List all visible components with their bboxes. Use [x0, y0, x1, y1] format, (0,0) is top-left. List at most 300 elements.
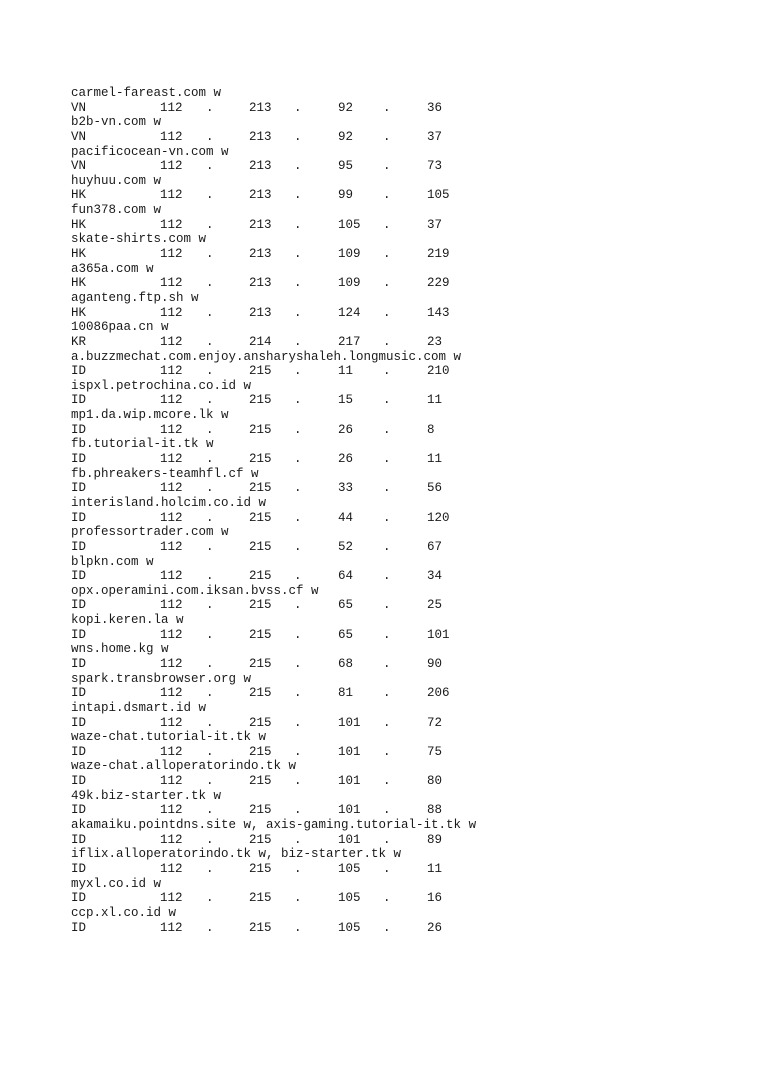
ip-dot: . — [294, 656, 302, 671]
list-item — [71, 642, 761, 671]
ip-octet-3: 101 — [338, 832, 361, 847]
ip-dot: . — [294, 803, 302, 818]
ip-dot: . — [206, 217, 214, 232]
ip-dot: . — [206, 305, 214, 320]
ip-dot: . — [294, 188, 302, 203]
ip-dot: . — [383, 627, 391, 642]
country-code: ID — [71, 539, 87, 554]
ip-octet-3: 101 — [338, 803, 361, 818]
ip-dot: . — [206, 715, 214, 730]
ip-octet-3: 92 — [338, 100, 354, 115]
ip-octet-1: 112 — [160, 598, 183, 613]
ip-dot: . — [383, 334, 391, 349]
ip-octet-3: 105 — [338, 217, 361, 232]
list-item — [71, 584, 761, 613]
domain-name: skate-shirts.com w — [71, 232, 207, 247]
ip-dot: . — [383, 247, 391, 262]
ip-address-row — [71, 745, 761, 760]
country-code: ID — [71, 715, 87, 730]
ip-dot: . — [206, 481, 214, 496]
ip-dot: . — [383, 803, 391, 818]
ip-dot: . — [383, 188, 391, 203]
ip-dot: . — [383, 422, 391, 437]
ip-address-row — [71, 364, 761, 379]
country-code: ID — [71, 598, 87, 613]
country-code: ID — [71, 510, 87, 525]
list-item — [71, 291, 761, 320]
ip-octet-2: 215 — [249, 832, 272, 847]
ip-dot: . — [383, 159, 391, 174]
country-code: ID — [71, 393, 87, 408]
ip-dot: . — [206, 276, 214, 291]
ip-octet-2: 213 — [249, 247, 272, 262]
ip-address-row — [71, 862, 761, 877]
domain-name: a365a.com w — [71, 261, 154, 276]
country-code: HK — [71, 276, 87, 291]
country-code: VN — [71, 100, 87, 115]
domain-name: huyhuu.com w — [71, 173, 162, 188]
domain-name: waze-chat.tutorial-it.tk w — [71, 730, 267, 745]
ip-dot: . — [206, 247, 214, 262]
ip-dot: . — [206, 334, 214, 349]
list-item — [71, 789, 761, 818]
ip-octet-1: 112 — [160, 686, 183, 701]
country-code: HK — [71, 247, 87, 262]
ip-octet-2: 215 — [249, 715, 272, 730]
ip-dot: . — [206, 510, 214, 525]
ip-octet-1: 112 — [160, 744, 183, 759]
ip-dot: . — [383, 452, 391, 467]
ip-octet-1: 112 — [160, 217, 183, 232]
country-code: ID — [71, 832, 87, 847]
ip-dot: . — [206, 393, 214, 408]
domain-name: fb.phreakers-teamhfl.cf w — [71, 466, 259, 481]
ip-octet-3: 44 — [338, 510, 354, 525]
domain-name: myxl.co.id w — [71, 876, 162, 891]
ip-octet-1: 112 — [160, 305, 183, 320]
ip-octet-4: 88 — [427, 803, 443, 818]
ip-octet-2: 215 — [249, 422, 272, 437]
ip-dot: . — [294, 334, 302, 349]
ip-octet-1: 112 — [160, 422, 183, 437]
ip-dot: . — [383, 744, 391, 759]
ip-address-row — [71, 188, 761, 203]
ip-octet-3: 81 — [338, 686, 354, 701]
country-code: KR — [71, 334, 87, 349]
ip-dot: . — [383, 510, 391, 525]
ip-octet-1: 112 — [160, 891, 183, 906]
ip-dot: . — [206, 627, 214, 642]
ip-octet-2: 215 — [249, 920, 272, 935]
ip-dot: . — [383, 832, 391, 847]
country-code: ID — [71, 656, 87, 671]
ip-dot: . — [294, 452, 302, 467]
ip-dot: . — [206, 188, 214, 203]
ip-address-row — [71, 598, 761, 613]
ip-octet-1: 112 — [160, 129, 183, 144]
ip-octet-2: 215 — [249, 539, 272, 554]
domain-name: carmel-fareast.com w — [71, 86, 222, 100]
domain-name: intapi.dsmart.id w — [71, 700, 207, 715]
ip-octet-4: 120 — [427, 510, 450, 525]
ip-dot: . — [383, 569, 391, 584]
ip-octet-2: 213 — [249, 129, 272, 144]
ip-octet-1: 112 — [160, 832, 183, 847]
ip-address-row — [71, 686, 761, 701]
list-item — [71, 906, 761, 935]
ip-dot: . — [383, 920, 391, 935]
ip-octet-4: 16 — [427, 891, 443, 906]
ip-octet-3: 68 — [338, 656, 354, 671]
list-item — [71, 759, 761, 788]
ip-octet-4: 36 — [427, 100, 443, 115]
list-item — [71, 86, 761, 115]
ip-dot: . — [206, 422, 214, 437]
ip-dot: . — [294, 393, 302, 408]
ip-dot: . — [383, 364, 391, 379]
ip-octet-3: 105 — [338, 861, 361, 876]
ip-dot: . — [206, 452, 214, 467]
list-item — [71, 262, 761, 291]
list-item — [71, 408, 761, 437]
ip-address-row — [71, 628, 761, 643]
ip-octet-3: 65 — [338, 598, 354, 613]
domain-name: pacificocean-vn.com w — [71, 144, 229, 159]
domain-name: aganteng.ftp.sh w — [71, 290, 199, 305]
domain-name: ispxl.petrochina.co.id w — [71, 378, 252, 393]
ip-dot: . — [206, 598, 214, 613]
ip-octet-4: 34 — [427, 569, 443, 584]
ip-octet-4: 143 — [427, 305, 450, 320]
list-item — [71, 496, 761, 525]
ip-address-row — [71, 657, 761, 672]
ip-dot: . — [383, 481, 391, 496]
ip-dot: . — [294, 276, 302, 291]
ip-dot: . — [206, 569, 214, 584]
country-code: VN — [71, 129, 87, 144]
ip-dot: . — [294, 715, 302, 730]
country-code: ID — [71, 891, 87, 906]
ip-octet-2: 213 — [249, 159, 272, 174]
ip-dot: . — [294, 598, 302, 613]
ip-octet-2: 215 — [249, 627, 272, 642]
ip-octet-4: 75 — [427, 744, 443, 759]
ip-octet-3: 26 — [338, 452, 354, 467]
ip-octet-4: 105 — [427, 188, 450, 203]
ip-dot: . — [206, 364, 214, 379]
ip-address-row — [71, 159, 761, 174]
ip-address-row — [71, 130, 761, 145]
ip-dot: . — [206, 539, 214, 554]
domain-name: akamaiku.pointdns.site w, axis-gaming.tutorial-it.tk w — [71, 818, 477, 833]
ip-dot: . — [294, 861, 302, 876]
domain-name: 49k.biz-starter.tk w — [71, 788, 222, 803]
ip-address-row — [71, 716, 761, 731]
ip-address-row — [71, 101, 761, 116]
ip-octet-1: 112 — [160, 920, 183, 935]
ip-dot: . — [383, 656, 391, 671]
list-item — [71, 203, 761, 232]
list-item — [71, 555, 761, 584]
ip-octet-3: 52 — [338, 539, 354, 554]
ip-dot: . — [206, 100, 214, 115]
ip-dot: . — [383, 598, 391, 613]
ip-octet-1: 112 — [160, 803, 183, 818]
ip-dot: . — [294, 891, 302, 906]
list-item — [71, 613, 761, 642]
ip-octet-3: 99 — [338, 188, 354, 203]
ip-address-row — [71, 423, 761, 438]
country-code: ID — [71, 861, 87, 876]
ip-octet-2: 215 — [249, 364, 272, 379]
ip-octet-4: 219 — [427, 247, 450, 262]
ip-octet-2: 215 — [249, 452, 272, 467]
list-item — [71, 320, 761, 349]
country-code: ID — [71, 569, 87, 584]
ip-address-row — [71, 452, 761, 467]
country-code: ID — [71, 920, 87, 935]
ip-dot: . — [206, 774, 214, 789]
ip-dot: . — [294, 305, 302, 320]
ip-octet-4: 67 — [427, 539, 443, 554]
ip-dot: . — [294, 744, 302, 759]
domain-name: spark.transbrowser.org w — [71, 671, 252, 686]
domain-name: 10086paa.cn w — [71, 320, 169, 335]
domain-name: waze-chat.alloperatorindo.tk w — [71, 759, 297, 774]
ip-octet-1: 112 — [160, 861, 183, 876]
ip-dot: . — [383, 774, 391, 789]
ip-dot: . — [294, 832, 302, 847]
ip-dot: . — [294, 422, 302, 437]
ip-dot: . — [294, 569, 302, 584]
ip-octet-4: 80 — [427, 774, 443, 789]
ip-dot: . — [294, 364, 302, 379]
ip-octet-1: 112 — [160, 100, 183, 115]
ip-octet-4: 229 — [427, 276, 450, 291]
ip-dot: . — [383, 217, 391, 232]
country-code: ID — [71, 422, 87, 437]
ip-octet-1: 112 — [160, 364, 183, 379]
country-code: HK — [71, 217, 87, 232]
ip-address-row — [71, 921, 761, 936]
ip-octet-4: 37 — [427, 129, 443, 144]
country-code: ID — [71, 686, 87, 701]
ip-octet-1: 112 — [160, 452, 183, 467]
entries-container — [71, 86, 761, 935]
country-code: ID — [71, 774, 87, 789]
list-item — [71, 174, 761, 203]
ip-octet-3: 124 — [338, 305, 361, 320]
domain-name: opx.operamini.com.iksan.bvss.cf w — [71, 583, 319, 598]
country-code: ID — [71, 481, 87, 496]
ip-dot: . — [206, 159, 214, 174]
ip-dot: . — [383, 715, 391, 730]
list-item — [71, 115, 761, 144]
domain-name: a.buzzmechat.com.enjoy.ansharyshaleh.longmusic.com w — [71, 349, 462, 364]
ip-octet-1: 112 — [160, 188, 183, 203]
ip-octet-3: 101 — [338, 715, 361, 730]
ip-octet-1: 112 — [160, 393, 183, 408]
country-code: HK — [71, 188, 87, 203]
ip-address-row — [71, 833, 761, 848]
ip-octet-3: 11 — [338, 364, 354, 379]
ip-dot: . — [294, 481, 302, 496]
ip-dot: . — [206, 920, 214, 935]
ip-octet-2: 215 — [249, 744, 272, 759]
ip-octet-3: 101 — [338, 774, 361, 789]
ip-octet-2: 213 — [249, 276, 272, 291]
ip-dot: . — [206, 861, 214, 876]
country-code: ID — [71, 627, 87, 642]
ip-octet-2: 215 — [249, 861, 272, 876]
ip-octet-4: 26 — [427, 920, 443, 935]
ip-dot: . — [294, 159, 302, 174]
ip-address-row — [71, 481, 761, 496]
ip-octet-3: 26 — [338, 422, 354, 437]
ip-octet-4: 23 — [427, 334, 443, 349]
ip-dot: . — [206, 744, 214, 759]
ip-dot: . — [206, 832, 214, 847]
list-item — [71, 847, 761, 876]
country-code: VN — [71, 159, 87, 174]
ip-octet-2: 215 — [249, 569, 272, 584]
ip-dot: . — [383, 861, 391, 876]
ip-address-row — [71, 540, 761, 555]
ip-address-row — [71, 247, 761, 262]
ip-dot: . — [294, 920, 302, 935]
list-item — [71, 379, 761, 408]
ip-octet-4: 37 — [427, 217, 443, 232]
ip-dot: . — [206, 686, 214, 701]
country-code: ID — [71, 452, 87, 467]
list-item — [71, 730, 761, 759]
domain-ip-list — [71, 86, 761, 935]
ip-octet-3: 101 — [338, 744, 361, 759]
country-code: ID — [71, 803, 87, 818]
ip-octet-3: 109 — [338, 247, 361, 262]
ip-dot: . — [206, 656, 214, 671]
ip-octet-3: 109 — [338, 276, 361, 291]
ip-octet-2: 215 — [249, 510, 272, 525]
ip-octet-2: 215 — [249, 393, 272, 408]
ip-dot: . — [294, 510, 302, 525]
list-item — [71, 232, 761, 261]
ip-dot: . — [206, 891, 214, 906]
ip-address-row — [71, 891, 761, 906]
ip-octet-1: 112 — [160, 334, 183, 349]
ip-dot: . — [294, 539, 302, 554]
ip-octet-4: 25 — [427, 598, 443, 613]
ip-octet-4: 11 — [427, 861, 443, 876]
ip-address-row — [71, 306, 761, 321]
list-item — [71, 672, 761, 701]
ip-octet-4: 11 — [427, 393, 443, 408]
ip-octet-2: 215 — [249, 803, 272, 818]
ip-octet-4: 8 — [427, 422, 435, 437]
ip-octet-4: 89 — [427, 832, 443, 847]
ip-dot: . — [383, 100, 391, 115]
ip-dot: . — [383, 891, 391, 906]
ip-octet-3: 217 — [338, 334, 361, 349]
ip-dot: . — [294, 627, 302, 642]
ip-octet-4: 56 — [427, 481, 443, 496]
ip-octet-2: 213 — [249, 188, 272, 203]
ip-address-row — [71, 511, 761, 526]
ip-dot: . — [383, 305, 391, 320]
list-item — [71, 701, 761, 730]
ip-octet-2: 215 — [249, 891, 272, 906]
ip-dot: . — [383, 393, 391, 408]
ip-octet-3: 65 — [338, 627, 354, 642]
country-code: ID — [71, 364, 87, 379]
ip-octet-3: 33 — [338, 481, 354, 496]
domain-name: iflix.alloperatorindo.tk w, biz-starter.tk w — [71, 847, 402, 862]
domain-name: ccp.xl.co.id w — [71, 905, 177, 920]
ip-octet-4: 73 — [427, 159, 443, 174]
ip-octet-4: 101 — [427, 627, 450, 642]
domain-name: fb.tutorial-it.tk w — [71, 437, 214, 452]
ip-octet-1: 112 — [160, 715, 183, 730]
list-item — [71, 877, 761, 906]
ip-dot: . — [294, 129, 302, 144]
domain-name: wns.home.kg w — [71, 642, 169, 657]
ip-octet-2: 214 — [249, 334, 272, 349]
ip-octet-4: 206 — [427, 686, 450, 701]
ip-octet-3: 15 — [338, 393, 354, 408]
ip-address-row — [71, 774, 761, 789]
ip-octet-2: 215 — [249, 656, 272, 671]
ip-octet-4: 11 — [427, 452, 443, 467]
domain-name: professortrader.com w — [71, 525, 229, 540]
country-code: HK — [71, 305, 87, 320]
ip-dot: . — [383, 129, 391, 144]
list-item — [71, 467, 761, 496]
ip-address-row — [71, 393, 761, 408]
list-item — [71, 818, 761, 847]
list-item — [71, 350, 761, 379]
ip-dot: . — [294, 247, 302, 262]
ip-octet-1: 112 — [160, 569, 183, 584]
domain-name: b2b-vn.com w — [71, 115, 162, 130]
ip-octet-4: 210 — [427, 364, 450, 379]
ip-octet-4: 90 — [427, 656, 443, 671]
ip-octet-2: 215 — [249, 598, 272, 613]
ip-dot: . — [294, 686, 302, 701]
ip-dot: . — [206, 803, 214, 818]
ip-address-row — [71, 276, 761, 291]
ip-octet-1: 112 — [160, 627, 183, 642]
list-item — [71, 525, 761, 554]
ip-address-row — [71, 569, 761, 584]
ip-dot: . — [383, 276, 391, 291]
list-item — [71, 145, 761, 174]
domain-name: interisland.holcim.co.id w — [71, 495, 267, 510]
ip-octet-2: 215 — [249, 686, 272, 701]
domain-name: fun378.com w — [71, 203, 162, 218]
ip-octet-2: 213 — [249, 305, 272, 320]
domain-name: blpkn.com w — [71, 554, 154, 569]
ip-octet-3: 105 — [338, 920, 361, 935]
ip-octet-1: 112 — [160, 276, 183, 291]
domain-name: kopi.keren.la w — [71, 613, 184, 628]
ip-address-row — [71, 218, 761, 233]
ip-address-row — [71, 335, 761, 350]
ip-octet-4: 72 — [427, 715, 443, 730]
ip-octet-3: 95 — [338, 159, 354, 174]
ip-octet-2: 213 — [249, 100, 272, 115]
ip-octet-1: 112 — [160, 247, 183, 262]
ip-dot: . — [383, 686, 391, 701]
